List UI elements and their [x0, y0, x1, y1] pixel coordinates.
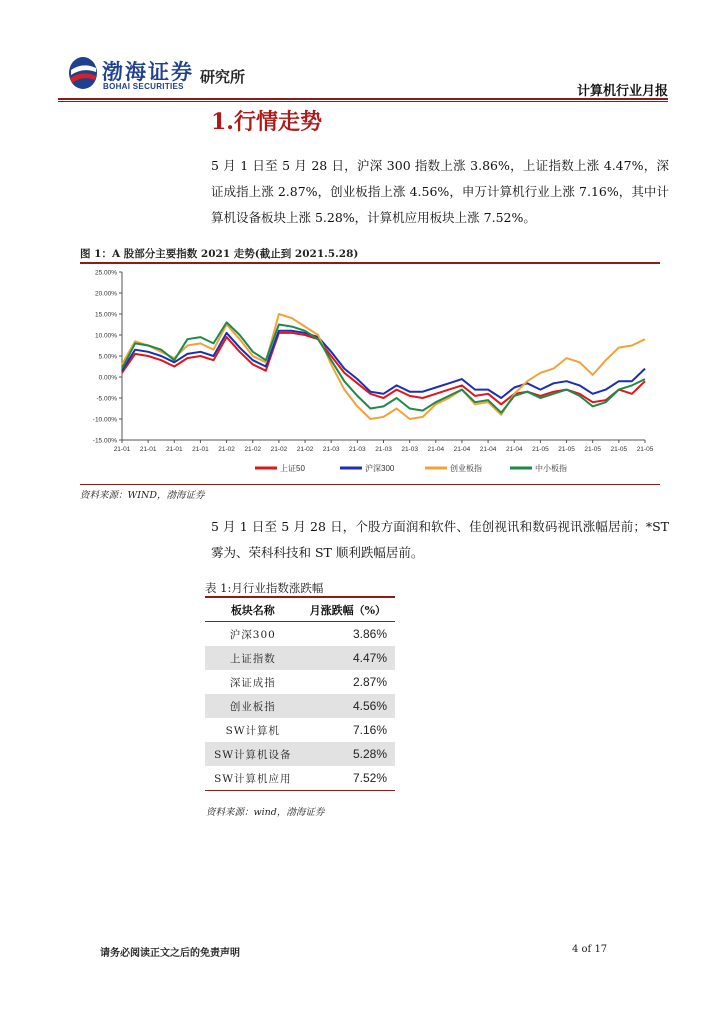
sector-name: 上证指数: [205, 646, 301, 670]
y-tick-label: -5.00%: [96, 395, 117, 403]
x-tick-label: 21-02: [244, 446, 262, 453]
monthly-change: 5.28%: [301, 742, 395, 766]
y-tick-label: 5.00%: [98, 353, 117, 361]
header-rule: [58, 98, 668, 100]
section-heading: 1.行情走势: [211, 109, 322, 135]
x-tick-label: 21-03: [349, 446, 366, 453]
y-tick-label: 20.00%: [94, 290, 117, 298]
x-tick-label: 21-04: [479, 446, 497, 453]
sector-name: SW计算机: [225, 724, 281, 737]
table-row: [205, 670, 395, 694]
monthly-change: 4.56%: [301, 694, 395, 718]
sector-name: 创业板指: [205, 694, 301, 718]
x-tick-label: 21-01: [113, 446, 131, 453]
series-line-1: [122, 331, 645, 398]
table-row: [205, 646, 395, 670]
monthly-change: 3.86%: [352, 627, 387, 641]
legend-label: 创业板指: [450, 464, 482, 473]
market-summary-paragraph: 5 月 1 日至 5 月 28 日，沪深 300 指数上涨 3.86%，上证指数上涨 4.47%，深证成指上涨 2.87%，创业板指上涨 4.56%，申万计算机行业上涨 7.16%，其中计算机设备板块上涨 5.28%，计算机应用板块上涨 7.52%。: [211, 158, 669, 225]
table-row: [205, 718, 395, 742]
figure-source: 资料来源：WIND，渤海证券: [80, 490, 205, 501]
monthly-change: 2.87%: [352, 675, 387, 689]
stock-movers-paragraph: 5 月 1 日至 5 月 28 日，个股方面润和软件、佳创视讯和数码视讯涨幅居前；*ST 雾为、荣科科技和 ST 顺利跌幅居前。: [211, 519, 669, 560]
bohai-logo-icon: [68, 56, 98, 90]
x-tick-label: 21-02: [296, 446, 314, 453]
industry-index-table: [205, 596, 395, 791]
x-tick-label: 21-02: [218, 446, 235, 453]
monthly-change: 7.16%: [352, 723, 387, 737]
index-trend-chart: [80, 264, 660, 480]
x-tick-label: 21-05: [558, 446, 575, 453]
legend-label: 中小板指: [535, 464, 567, 473]
x-tick-label: 21-04: [453, 446, 471, 453]
series-line-2: [122, 314, 645, 419]
header-sector-name: 板块名称: [205, 597, 301, 622]
table-source: 资料来源：wind，渤海证券: [206, 807, 325, 818]
series-line-3: [122, 322, 645, 412]
legend-label: 上证50: [280, 464, 305, 473]
table-row: [205, 694, 395, 718]
y-tick-label: 25.00%: [94, 269, 117, 277]
x-tick-label: 21-05: [532, 446, 549, 453]
sector-name: 沪深300: [229, 628, 276, 641]
table-row: [205, 622, 395, 647]
x-tick-label: 21-03: [322, 446, 340, 453]
legend-label: 沪深300: [365, 464, 395, 473]
sector-name: SW计算机设备: [205, 742, 301, 766]
x-tick-label: 21-01: [139, 446, 157, 453]
x-tick-label: 21-05: [610, 446, 628, 453]
figure-caption: 图 1：A 股部分主要指数 2021 走势(截止到 2021.5.28): [80, 248, 359, 260]
y-tick-label: 0.00%: [98, 374, 117, 382]
logo-english-name: BOHAI SECURITIES: [103, 82, 184, 91]
table-header-row: [205, 597, 395, 622]
y-tick-label: 10.00%: [94, 332, 117, 340]
x-tick-label: 21-05: [636, 446, 654, 453]
x-tick-label: 21-04: [427, 446, 445, 453]
x-tick-label: 21-03: [375, 446, 392, 453]
document-type: 计算机行业月报: [576, 84, 668, 99]
y-tick-label: -10.00%: [92, 416, 117, 424]
table-caption: 表 1:月行业指数涨跌幅: [205, 581, 324, 595]
y-tick-label: 15.00%: [94, 311, 117, 319]
table-row: [205, 766, 395, 791]
x-tick-label: 21-02: [270, 446, 288, 453]
x-tick-label: 21-03: [401, 446, 418, 453]
page-number: 4 of 17: [572, 944, 608, 955]
x-tick-label: 21-01: [165, 446, 183, 453]
monthly-change: 4.47%: [301, 646, 395, 670]
figure-bottom-rule: [80, 484, 660, 485]
header-monthly-change: 月涨跌幅（%）: [301, 597, 395, 622]
y-tick-label: -15.00%: [92, 437, 117, 445]
logo-chinese-name: 渤海证券: [102, 59, 194, 84]
sector-name: 深证成指: [229, 676, 276, 689]
institute-label: 研究所: [200, 68, 246, 86]
disclaimer-note: 请务必阅读正文之后的免责声明: [100, 948, 240, 959]
x-tick-label: 21-05: [584, 446, 602, 453]
monthly-change: 7.52%: [301, 766, 395, 791]
table-row: [205, 742, 395, 766]
header-rule-thin: [58, 101, 668, 102]
x-tick-label: 21-04: [505, 446, 523, 453]
x-tick-label: 21-01: [192, 446, 209, 453]
sector-name: SW计算机应用: [205, 766, 301, 791]
